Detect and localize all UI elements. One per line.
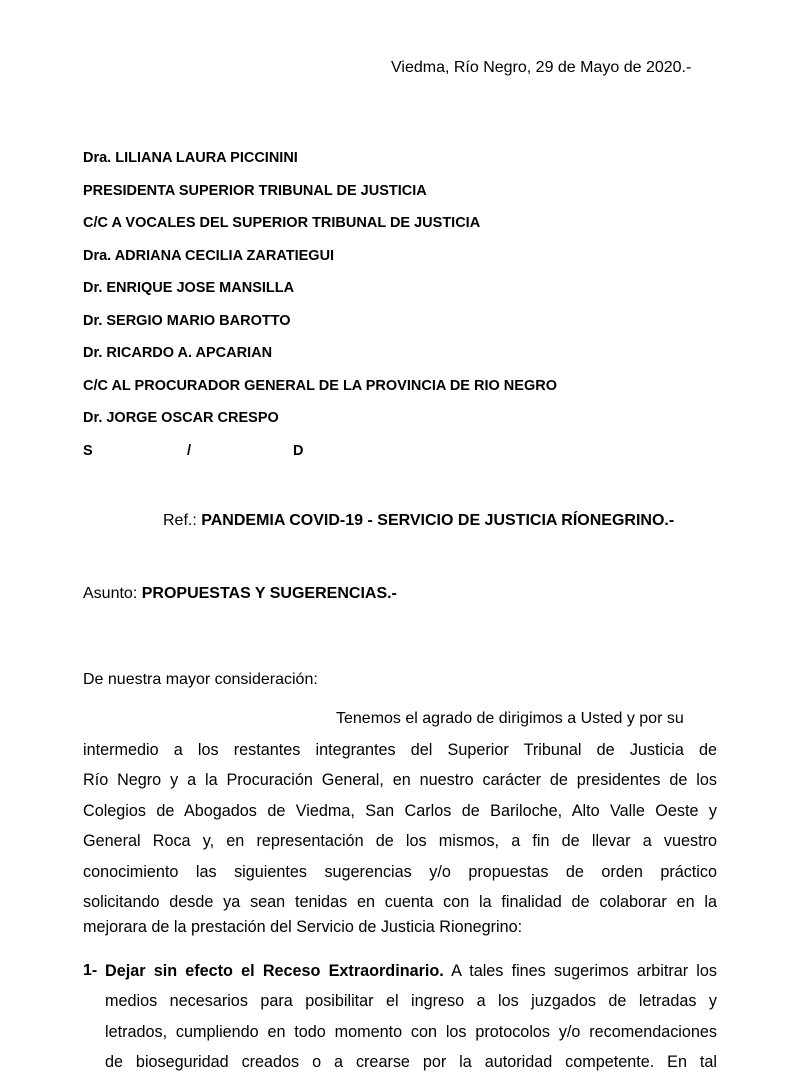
subject-line [83,584,397,604]
reference-line [163,511,674,531]
subject-label: Asunto: [83,585,138,602]
recipient-line: C/C A VOCALES DEL SUPERIOR TRIBUNAL DE JUSTICIA [83,215,481,231]
body-line: intermedio a los restantes integrantes del Superior Tribunal de Justicia de [83,741,717,759]
recipient-line: Dr. RICARDO A. APCARIAN [83,345,273,361]
recipient-line: Dr. JORGE OSCAR CRESPO [83,410,279,426]
list-item-text: A tales fines sugerimos arbitrar los [451,962,718,980]
recipient-line: Dra. LILIANA LAURA PICCININI [83,150,298,166]
recipient-line: Dra. ADRIANA CECILIA ZARATIEGUI [83,248,335,264]
body-line: Río Negro y a la Procuración General, en nuestro carácter de presidentes de los [83,771,717,789]
list-number: 1- [83,962,98,979]
body-line: mejorara de la prestación del Servicio de Justicia Rionegrino: [83,918,523,936]
recipient-line: PRESIDENTA SUPERIOR TRIBUNAL DE JUSTICIA [83,183,427,199]
body-line: solicitando desde ya sean tenidas en cuenta con la finalidad de colaborar en la [83,893,717,911]
body-line: Tenemos el agrado de dirigimos a Usted y por su [336,710,684,727]
list-item-line: letrados, cumpliendo en todo momento con los protocolos y/o recomendaciones [105,1023,717,1041]
recipient-line: Dr. ENRIQUE JOSE MANSILLA [83,280,295,296]
salutation: De nuestra mayor consideración: [83,671,318,688]
list-item-line: medios necesarios para posibilitar el ingreso a los juzgados de letradas y [105,992,717,1010]
subject-value: PROPUESTAS Y SUGERENCIAS.- [141,585,397,602]
list-item-first-line [105,961,717,981]
sd-line [83,441,306,461]
recipient-line: Dr. SERGIO MARIO BAROTTO [83,313,291,329]
recipient-line: C/C AL PROCURADOR GENERAL DE LA PROVINCIA DE RIO NEGRO [83,378,557,394]
body-line: conocimiento las siguientes sugerencias y/o propuestas de orden práctico [83,863,717,881]
ref-value: PANDEMIA COVID-19 - SERVICIO DE JUSTICIA RÍONEGRINO.- [201,512,675,529]
sd-d: D [293,443,304,459]
sd-slash: / [187,443,192,459]
list-item-line: de bioseguridad creados o a crearse por la autoridad competente. En tal [105,1053,717,1071]
sd-s: S [83,443,93,459]
date-line: Viedma, Río Negro, 29 de Mayo de 2020.- [391,59,692,76]
list-item-title: Dejar sin efecto el Receso Extraordinario. [105,962,444,980]
body-line: General Roca y, en representación de los mismos, a fin de llevar a vuestro [83,832,717,850]
body-line: Colegios de Abogados de Viedma, San Carlos de Bariloche, Alto Valle Oeste y [83,802,717,820]
ref-label: Ref.: [163,512,197,529]
